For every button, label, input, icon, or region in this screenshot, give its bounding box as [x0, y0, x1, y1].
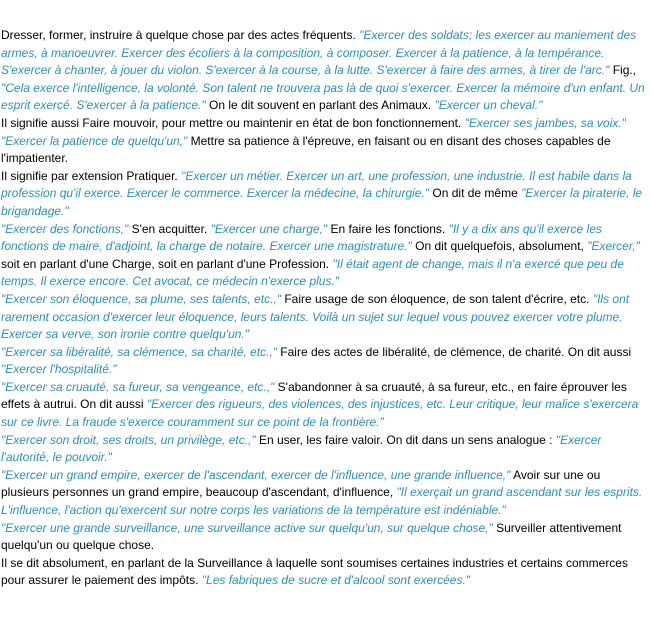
- definition-paragraph: [1, 27, 649, 115]
- example-text: "Exercer des soldats; les exercer au maniement des armes, à manoeuvrer. Exercer des écoliers à la composition, à composer. Exercer à la patience, à la tempérance. S'exercer à chanter, à jouer du violon. S'exercer à la course, à la lutte. S'exercer à faire des armes, à tirer de l'arc.": [1, 28, 637, 78]
- definition-text: Il signifie aussi Faire mouvoir, pour mettre ou maintenir en état de bon fonctionnement.: [1, 115, 465, 130]
- example-text: "Exercer sa libéralité, sa clémence, sa charité, etc.,": [1, 344, 277, 359]
- example-text: "Exercer son éloquence, sa plume, ses talents, etc.,": [1, 291, 281, 306]
- example-text: "Exercer un grand empire, exercer de l'ascendant, exercer de l'influence, une grande influence,": [1, 467, 511, 482]
- definition-paragraph: [1, 115, 649, 168]
- example-text: "Exercer ses jambes, sa voix." "Exercer la patience de quelqu'un,": [1, 115, 626, 148]
- definition-text: On dit de même: [429, 186, 522, 201]
- definition-text: On le dit souvent en parlant des Animaux.: [205, 98, 435, 113]
- definition-paragraph: [1, 344, 649, 379]
- definition-text: S'abandonner à sa cruauté, à sa fureur, etc., en faire éprouver les effets à autrui. On dit aussi: [1, 379, 627, 412]
- definition-paragraph: [1, 221, 649, 291]
- definition-text: Mettre sa patience à l'épreuve, en faisant ou en disant des choses capables de l'impatienter.: [1, 133, 611, 166]
- definition-paragraph: [1, 520, 649, 555]
- definition-text: Faire usage de son éloquence, de son talent d'écrire, etc.: [281, 291, 593, 306]
- definition-text: soit en parlant d'une Charge, soit en parlant d'une Profession.: [1, 256, 333, 271]
- definition-paragraph: [1, 555, 649, 590]
- definition-text: Fig.,: [609, 63, 637, 78]
- definition-text: Surveiller attentivement quelqu'un ou quelque chose.: [1, 520, 622, 553]
- definition-paragraph: [1, 168, 649, 221]
- definition-text: Dresser, former, instruire à quelque chose par des actes fréquents.: [1, 28, 360, 42]
- example-text: "Exercer sa cruauté, sa fureur, sa vengeance, etc.,": [1, 379, 275, 394]
- definition-text: Il se dit absolument, en parlant de la Surveillance à laquelle sont soumises certaines industries et certains commerces pour assurer le paiement des impôts.: [1, 555, 628, 588]
- example-text: "Exercer des rigueurs, des violences, des injustices, etc. Leur critique, leur malice s'exercera sur ce livre. La fraude s'exerce couramment sur ce point de la frontière.": [1, 397, 639, 430]
- example-text: "Exercer l'hospitalité.": [1, 362, 117, 377]
- example-text: "Exercer un métier. Exercer un art, une profession, une industrie. Il est habile dans la profession qu'il exerce. Exercer le commerce. Exercer la médecine, la chirurgie.": [1, 168, 632, 201]
- definition-text: S'en acquitter.: [128, 221, 211, 236]
- example-text: "Exercer une charge,": [210, 221, 328, 236]
- definition-text: En faire les fonctions.: [327, 221, 449, 236]
- example-text: "Exercer un cheval.": [434, 98, 543, 113]
- definition-text: En user, les faire valoir. On dit dans un sens analogue :: [255, 432, 556, 447]
- definition-paragraph: [1, 467, 649, 520]
- definition-text: Avoir sur une ou plusieurs personnes un grand empire, beaucoup d'ascendant, d'influence,: [1, 467, 601, 500]
- example-text: "Ils ont rarement occasion d'exercer leur éloquence, leurs talents. Voilà un sujet sur lequel vous pouvez exercer votre plume. Exercer sa verve, son ironie contre quelqu'un.": [1, 291, 630, 342]
- definition-paragraph: [1, 379, 649, 432]
- example-text: "Exercer,": [587, 239, 640, 254]
- example-text: "Exercer son droit, ses droits, un privilège, etc.,": [1, 432, 256, 447]
- example-text: "Les fabriques de sucre et d'alcool sont exercées.": [201, 573, 471, 588]
- example-text: "Il exerçait un grand ascendant sur les esprits. L'influence, l'action qu'exercent sur notre corps les variations de la température est indéniable.": [1, 485, 643, 518]
- example-text: "Il était agent de change, mais il n'a exercé que peu de temps. Il exerce encore. Cet avocat, ce médecin n'exerce plus.": [1, 256, 624, 289]
- example-text: "Cela exerce l'intelligence, la volonté. Son talent ne trouvera pas là de quoi s'exercer. Exercer la mémoire d'un enfant. Un esprit exercé. S'exercer à la patience.": [1, 80, 645, 113]
- dictionary-entry: [1, 27, 649, 590]
- definition-paragraph: [1, 291, 649, 344]
- example-text: "Exercer la piraterie, le brigandage.": [1, 186, 643, 218]
- example-text: "Exercer une grande surveillance, une surveillance active sur quelqu'un, sur quelque chose,": [1, 520, 493, 535]
- example-text: "Exercer l'autorité, le pouvoir.": [1, 432, 602, 465]
- definition-paragraph: [1, 432, 649, 467]
- definition-text: Faire des actes de libéralité, de clémence, de charité. On dit aussi: [276, 344, 632, 359]
- example-text: "Il y a dix ans qu'il exerce les fonctions de maire, d'adjoint, la charge de notaire. Exercer une magistrature.": [1, 221, 602, 254]
- example-text: "Exercer des fonctions,": [1, 221, 129, 236]
- definition-text: Il signifie par extension Pratiquer.: [1, 168, 182, 183]
- definition-text: On dit quelquefois, absolument,: [411, 239, 588, 254]
